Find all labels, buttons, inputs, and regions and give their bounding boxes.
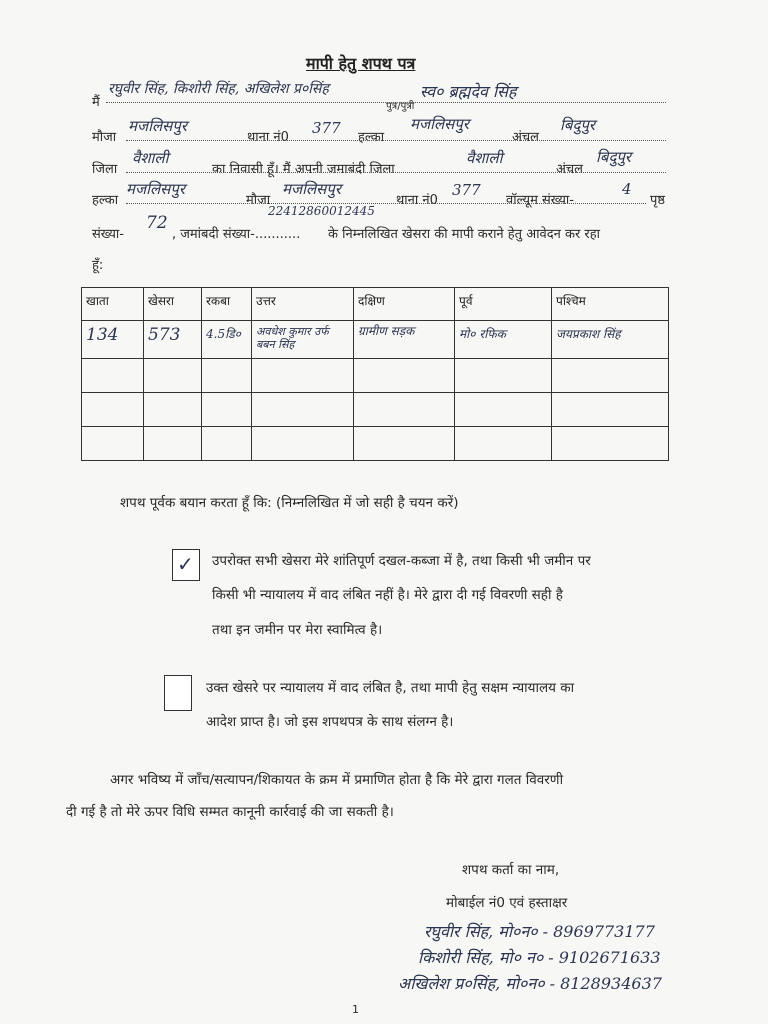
cell-pashchim: जयप्रकाश सिंह — [552, 321, 669, 359]
signature-3: अखिलेश प्र०सिंह, मो०न० - 8128934637 — [398, 974, 662, 993]
line2-underline — [126, 140, 666, 141]
empty-cell — [252, 359, 354, 393]
empty-cell — [144, 393, 202, 427]
line1-underline — [106, 102, 666, 103]
option1-checkbox[interactable] — [172, 549, 200, 581]
cell-uttar: अवधेश कुमार उर्फ बबन सिंह — [252, 321, 354, 359]
option2-line1: उक्त खेसरे पर न्यायालय में वाद लंबित है, तथा मापी हेतु सक्षम न्यायालय का — [206, 680, 575, 696]
volume-value: 4 — [622, 180, 632, 198]
halka-value: मजलिसपुर — [410, 115, 469, 133]
empty-cell — [144, 359, 202, 393]
option2-checkbox[interactable] — [164, 675, 192, 711]
anchal-label: अंचल — [512, 130, 540, 145]
mauja2-value: मजलिसपुर — [282, 180, 341, 198]
empty-cell — [252, 393, 354, 427]
empty-cell — [354, 359, 455, 393]
thana-label: थाना नं0 — [247, 130, 289, 145]
signature-2: किशोरी सिंह, मो० न० - 9102671633 — [418, 948, 661, 967]
signer-mobile-label: मोबाईल नं0 एवं हस्ताक्षर — [446, 895, 568, 911]
mauja-value: मजलिसपुर — [128, 117, 187, 135]
thana2-value: 377 — [452, 181, 481, 199]
thana2-label: थाना नं0 — [396, 193, 438, 208]
applicant-names: रघुवीर सिंह, किशोरी सिंह, अखिलेश प्र०सिंह — [108, 81, 329, 97]
volume-label: वॉल्यूम संख्या- — [506, 193, 574, 208]
declaration-line2: दी गई है तो मेरे ऊपर विधि सम्मत कानूनी कार्रवाई की जा सकती है। — [66, 804, 394, 820]
oath-intro: शपथ पूर्वक बयान करता हूँ कि: (निम्नलिखित में जो सही है चयन करें) — [120, 495, 459, 511]
anchal2-label: अंचल — [556, 162, 584, 177]
empty-cell — [144, 427, 202, 461]
jila-label: जिला — [92, 162, 118, 177]
mauja-label: मौजा — [92, 130, 117, 145]
line5-tail: के निम्नलिखित खेसरा की मापी कराने हेतु आवेदन कर रहा — [328, 227, 601, 242]
thana-value: 377 — [312, 119, 341, 137]
empty-cell — [552, 427, 669, 461]
empty-cell — [455, 359, 552, 393]
page-number: 1 — [352, 1003, 359, 1016]
table-row — [82, 393, 669, 427]
empty-cell — [252, 427, 354, 461]
header-rakba: रकबा — [202, 288, 252, 321]
header-khata: खाता — [82, 288, 144, 321]
cell-purv: मो० रफिक — [455, 321, 552, 359]
page-title: मापी हेतु शपथ पत्र — [306, 54, 416, 73]
sankhya-value: 72 — [146, 213, 168, 233]
option2-line2: आदेश प्राप्त है। जो इस शपथपत्र के साथ संलग्न है। — [206, 714, 454, 730]
option1-line2: किसी भी न्यायालय में वाद लंबित नहीं है। मेरे द्वारा दी गई विवरणी सही है — [212, 587, 563, 603]
empty-cell — [82, 359, 144, 393]
jila2-value: वैशाली — [466, 149, 503, 167]
cell-dakshin: ग्रामीण सड़क — [354, 321, 455, 359]
page-label: पृष्ठ — [650, 193, 666, 208]
header-purv: पूर्व — [455, 288, 552, 321]
empty-cell — [552, 359, 669, 393]
anchal-value: बिदुपुर — [560, 116, 596, 134]
empty-cell — [455, 393, 552, 427]
table-row — [82, 427, 669, 461]
signer-name-label: शपथ कर्ता का नाम, — [462, 862, 560, 878]
line4-underline — [126, 203, 646, 204]
halka2-value: मजलिसपुर — [126, 180, 185, 198]
option1-line1: उपरोक्त सभी खेसरा मेरे शांतिपूर्ण दखल-कब्जा में है, तथा किसी भी जमीन पर — [212, 553, 591, 569]
line6-text: हूँ: — [92, 258, 104, 273]
header-dakshin: दक्षिण — [354, 288, 455, 321]
sankhya-label: संख्या- — [92, 227, 124, 242]
declaration-line1: अगर भविष्य में जाँच/सत्यापन/शिकायत के क्रम में प्रमाणित होता है कि मेरे द्वारा गलत विवरणी — [110, 772, 564, 788]
empty-cell — [202, 427, 252, 461]
line1-prefix: मैं — [92, 95, 100, 110]
empty-cell — [82, 393, 144, 427]
header-pashchim: पश्चिम — [552, 288, 669, 321]
halka-label: हल्का — [358, 130, 385, 145]
signature-1: रघुवीर सिंह, मो०न० - 8969773177 — [424, 922, 655, 941]
option1-line3: तथा इन जमीन पर मेरा स्वामित्व है। — [212, 622, 383, 638]
header-khesra: खेसरा — [144, 288, 202, 321]
halka2-label: हल्का — [92, 193, 119, 208]
header-uttar: उत्तर — [252, 288, 354, 321]
father-name: स्व० ब्रह्मदेव सिंह — [420, 82, 517, 101]
mauja2-label: मौजा — [246, 193, 271, 208]
table-row — [82, 321, 669, 359]
empty-cell — [354, 427, 455, 461]
empty-cell — [455, 427, 552, 461]
checkmark-icon: ✓ — [177, 552, 194, 576]
line3-middle-text: का निवासी हूँ। मैं अपनी जमाबंदी जिला — [212, 162, 395, 177]
empty-cell — [202, 393, 252, 427]
anchal2-value: बिदुपुर — [596, 148, 632, 166]
empty-cell — [82, 427, 144, 461]
line3-underline — [126, 172, 666, 173]
table-header-row — [82, 288, 669, 321]
jila-value: वैशाली — [132, 149, 169, 167]
empty-cell — [202, 359, 252, 393]
account-number: 22412860012445 — [268, 204, 375, 218]
khesra-table — [81, 287, 669, 461]
table-row — [82, 359, 669, 393]
empty-cell — [354, 393, 455, 427]
cell-khesra: 573 — [144, 321, 202, 359]
jamabandi-label: , जमांबदी संख्या-........... — [172, 227, 301, 242]
cell-rakba: 4.5डि० — [202, 321, 252, 359]
cell-khata: 134 — [82, 321, 144, 359]
empty-cell — [552, 393, 669, 427]
relation-label: पुत्र/पुत्री — [386, 101, 415, 112]
